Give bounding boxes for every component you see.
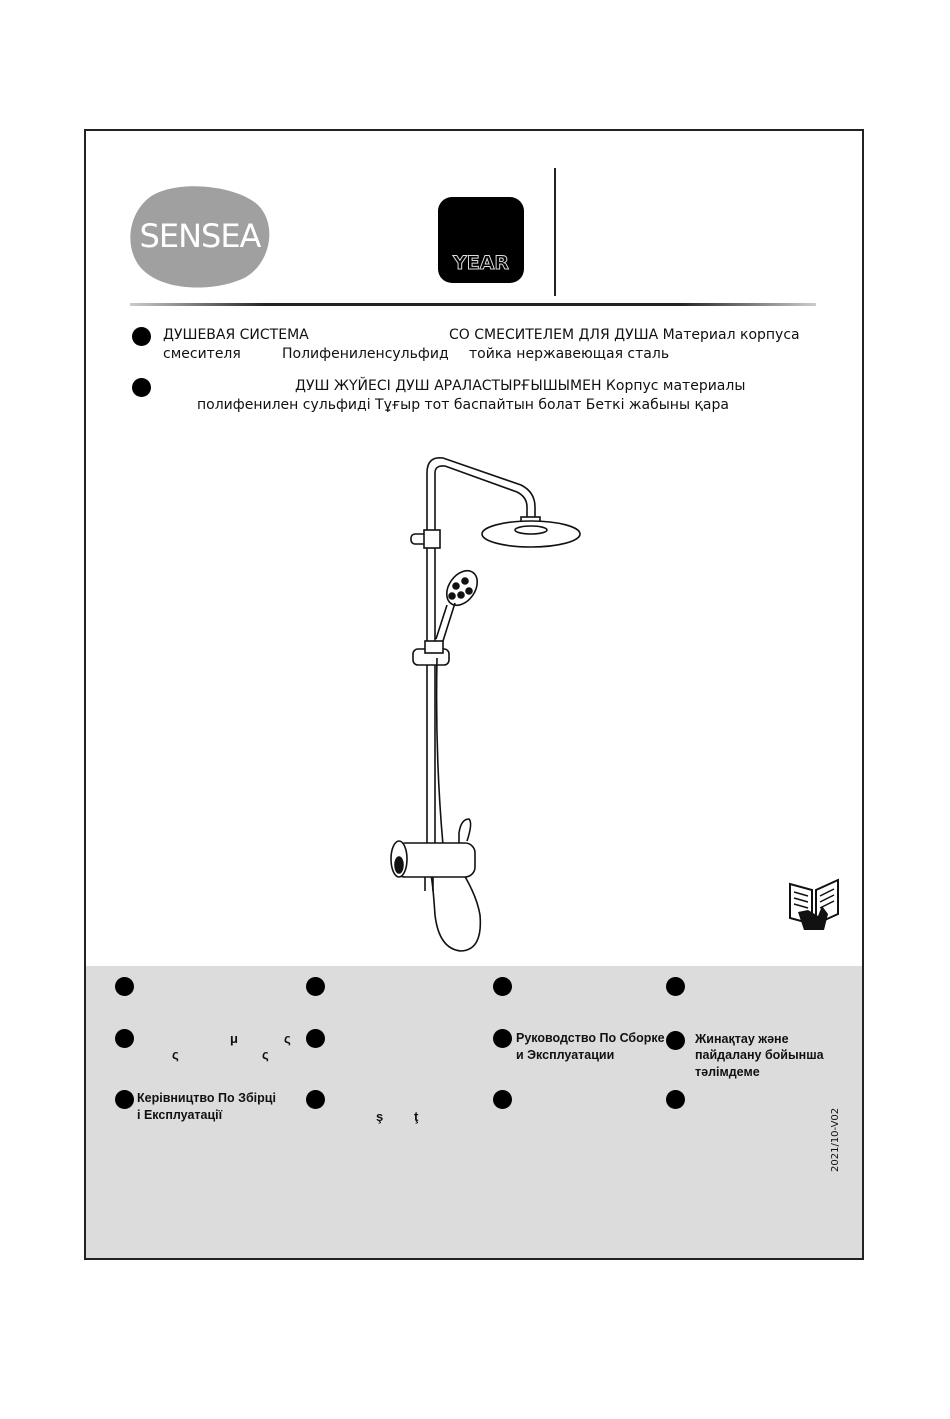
uk-manual-title-2: і Експлуатації [137,1108,223,1122]
el-glyph-1: μ [230,1031,238,1046]
ro-glyph-2: ţ [414,1109,419,1124]
language-bullet-kz [132,378,151,397]
read-manual-icon [788,876,840,932]
language-bullet-2 [306,977,325,996]
header-divider [554,168,556,296]
language-bullet-uk-manual [115,1090,134,1109]
ro-glyph-1: ş [376,1109,384,1124]
ru-manual-title-1: Руководство По Сборке [516,1031,665,1045]
language-bullet-11 [493,1090,512,1109]
kz-manual-title-2: пайдалану бойынша [695,1048,824,1062]
kz-desc-1: ДУШ ЖҮЙЕСІ ДУШ АРАЛАСТЫРҒЫШЫМЕН Корпус материалы [295,378,746,394]
kz-desc-2: полифенилен сульфиді Тұғыр тот баспайтын болат Беткі жабыны қара [197,397,729,413]
language-bullet-4 [666,977,685,996]
kz-manual-title-1: Жинақтау және [695,1032,789,1046]
logo-text: SENSEA [139,217,261,255]
shower-system-illustration [385,445,590,965]
language-bullet-ru [132,327,151,346]
language-bullet-ro [306,1090,325,1109]
el-glyph-4: ς [262,1047,269,1062]
ru-desc-2c: тойка нержавеющая сталь [469,346,670,362]
sensea-logo [128,183,272,291]
year-badge-text: YEAR [452,252,510,274]
el-glyph-3: ς [172,1047,179,1062]
year-badge [438,197,524,283]
header-rule [130,303,816,306]
language-bullet-el [115,1029,134,1048]
ru-desc-1a: ДУШЕВАЯ СИСТЕМА [163,327,309,343]
el-glyph-2: ς [284,1031,291,1046]
language-bullet-6 [306,1029,325,1048]
language-bullet-ru-manual [493,1029,512,1048]
ru-desc-1b: СО СМЕСИТЕЛЕМ ДЛЯ ДУША Материал корпуса [449,327,800,343]
language-bullet-3 [493,977,512,996]
ru-manual-title-2: и Эксплуатации [516,1048,615,1062]
language-bullet-1 [115,977,134,996]
language-bullet-12 [666,1090,685,1109]
uk-manual-title-1: Керівництво По Збірці [137,1091,276,1105]
kz-manual-title-3: тәлімдеме [695,1065,760,1079]
ru-desc-2b: Полифениленсульфид [282,346,449,362]
language-bullet-kz-manual [666,1031,685,1050]
ru-desc-2a: смесителя [163,346,241,362]
document-version-code: 2021/10-V02 [830,1107,841,1172]
